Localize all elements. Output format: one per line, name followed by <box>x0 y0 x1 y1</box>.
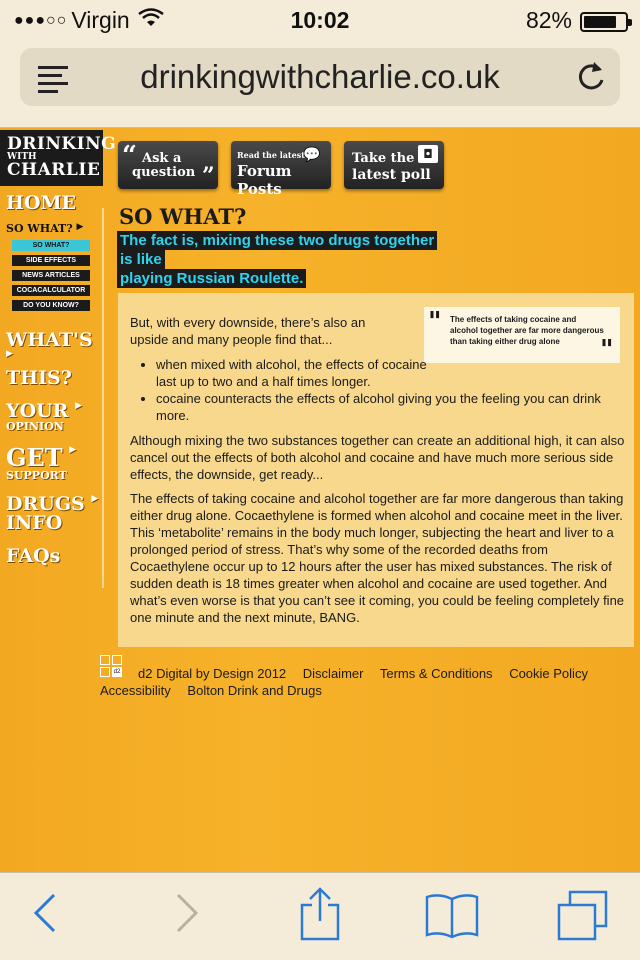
clock: 10:02 <box>290 7 350 33</box>
web-page <box>0 128 640 872</box>
nav-sub-do-you-know[interactable]: DO YOU KNOW? <box>12 300 90 311</box>
browser-chrome <box>0 40 640 128</box>
arrow-right-icon: ▶ <box>6 349 13 359</box>
carrier-name: Virgin <box>71 7 130 33</box>
nav-so-what[interactable]: SO WHAT? ▶ <box>6 222 84 235</box>
footer-link-terms[interactable]: Terms & Conditions <box>379 666 493 681</box>
bookmarks-icon[interactable] <box>424 893 480 944</box>
nav-sub-news-articles[interactable]: NEWS ARTICLES <box>12 270 90 281</box>
browser-toolbar <box>0 872 640 960</box>
arrow-right-icon: ▶ <box>76 222 84 232</box>
speech-bubble-icon: 💬 <box>303 147 321 163</box>
arrow-right-icon: ▶ <box>75 401 83 411</box>
highlight-line: playing Russian Roulette. <box>117 269 306 288</box>
open-quote-icon: “ <box>122 141 137 171</box>
highlight-line: The fact is, mixing these two drugs together <box>117 231 437 250</box>
nav-sub-cocacalculator[interactable]: COCACALCULATOR <box>12 285 90 296</box>
tabs-icon[interactable] <box>556 889 610 948</box>
poll-icon: ◘ <box>418 145 438 163</box>
close-quote-icon: ” <box>202 163 215 189</box>
nav-divider <box>102 208 104 588</box>
battery-percent: 82% <box>525 7 572 33</box>
list-item: • when mixed with alcohol, the effects of cocaine last up to two and a half times longer. <box>156 356 436 390</box>
nav-home[interactable]: HOME <box>6 192 77 214</box>
forward-icon[interactable] <box>172 891 202 941</box>
close-quote-icon: " <box>600 335 614 365</box>
nav-drugs-info[interactable]: DRUGS ▶ INFO <box>6 493 99 534</box>
arrow-right-icon: ▶ <box>69 445 77 455</box>
nav-your-opinion[interactable]: YOUR ▶ OPINION <box>6 400 83 433</box>
share-icon[interactable] <box>298 887 342 946</box>
footer-link-disclaimer[interactable]: Disclaimer <box>302 666 364 681</box>
footer-link-cookie-policy[interactable]: Cookie Policy <box>509 666 588 681</box>
nav-sub-side-effects[interactable]: SIDE EFFECTS <box>12 255 90 266</box>
highlight-line: is like <box>117 250 165 269</box>
arrow-right-icon: ▶ <box>91 494 99 504</box>
back-icon[interactable] <box>30 891 60 941</box>
footer-link-bolton[interactable]: Bolton Drink and Drugs <box>187 683 322 698</box>
footer-link-accessibility[interactable]: Accessibility <box>100 683 171 698</box>
intro-paragraph: But, with every downside, there’s also an upside and many people find that... <box>130 315 366 347</box>
nav-get-support[interactable]: GET ▶ SUPPORT <box>6 443 77 482</box>
signal-strength-icon: ●●●○○ <box>14 11 68 29</box>
ask-question-button[interactable]: “ Ask a question ” <box>118 141 218 189</box>
paragraph: Although mixing the two substances together can create an additional high, it can also cancel out the effects of both alcohol and cocaine and have much more serious side effects, the downside, get ready... <box>130 433 625 482</box>
open-quote-icon: " <box>428 307 442 337</box>
effects-list <box>156 356 626 424</box>
reload-icon[interactable] <box>576 60 606 97</box>
site-logo[interactable]: DRINKING WITH CHARLIE <box>0 130 103 186</box>
side-nav <box>6 194 102 566</box>
latest-poll-button[interactable]: Take the latest poll ◘ <box>344 141 444 189</box>
nav-whats-this[interactable]: WHAT'S ▶ THIS? <box>6 329 93 389</box>
footer-links-row <box>138 665 601 682</box>
article-panel <box>118 293 634 647</box>
battery-icon <box>580 12 628 32</box>
url-text[interactable]: drinkingwithcharlie.co.uk <box>140 58 500 95</box>
forum-posts-button[interactable]: Read the latest Forum Posts 💬 <box>231 141 331 189</box>
nav-sub-so-what[interactable]: SO WHAT? <box>12 240 90 251</box>
footer-links-row <box>100 682 335 699</box>
list-item: • cocaine counteracts the effects of alcohol giving you the feeling you can drink more. <box>156 390 626 424</box>
d2-logo-icon[interactable]: d2 <box>100 655 124 679</box>
address-bar[interactable] <box>20 48 620 106</box>
paragraph: The effects of taking cocaine and alcohol together are far more dangerous than taking either drug alone. Cocaethylene is formed when alcohol and cocaine meet in the liver. This ‘metabolite’ remains in the body much longer, subjecting the heart and liver to a prolonged period of stress. That’s why some of the recorded deaths from Cocaethylene occur up to 12 hours after the user has mixed substances. The risk of sudden death is 18 times greater when alcohol and cocaine are used together. And what’s even worse is that you can’t see it coming, you could be feeling completely fine one minute and the next minute, BANG. <box>130 491 625 625</box>
pull-quote: " The effects of taking cocaine and alcohol together are far more dangerous than taking either drug alone " <box>424 307 620 363</box>
status-bar <box>0 0 640 40</box>
page-title: SO WHAT? <box>119 204 247 229</box>
footer-credit-link[interactable]: d2 Digital by Design 2012 <box>138 666 287 681</box>
nav-faqs[interactable]: FAQs <box>6 545 61 567</box>
